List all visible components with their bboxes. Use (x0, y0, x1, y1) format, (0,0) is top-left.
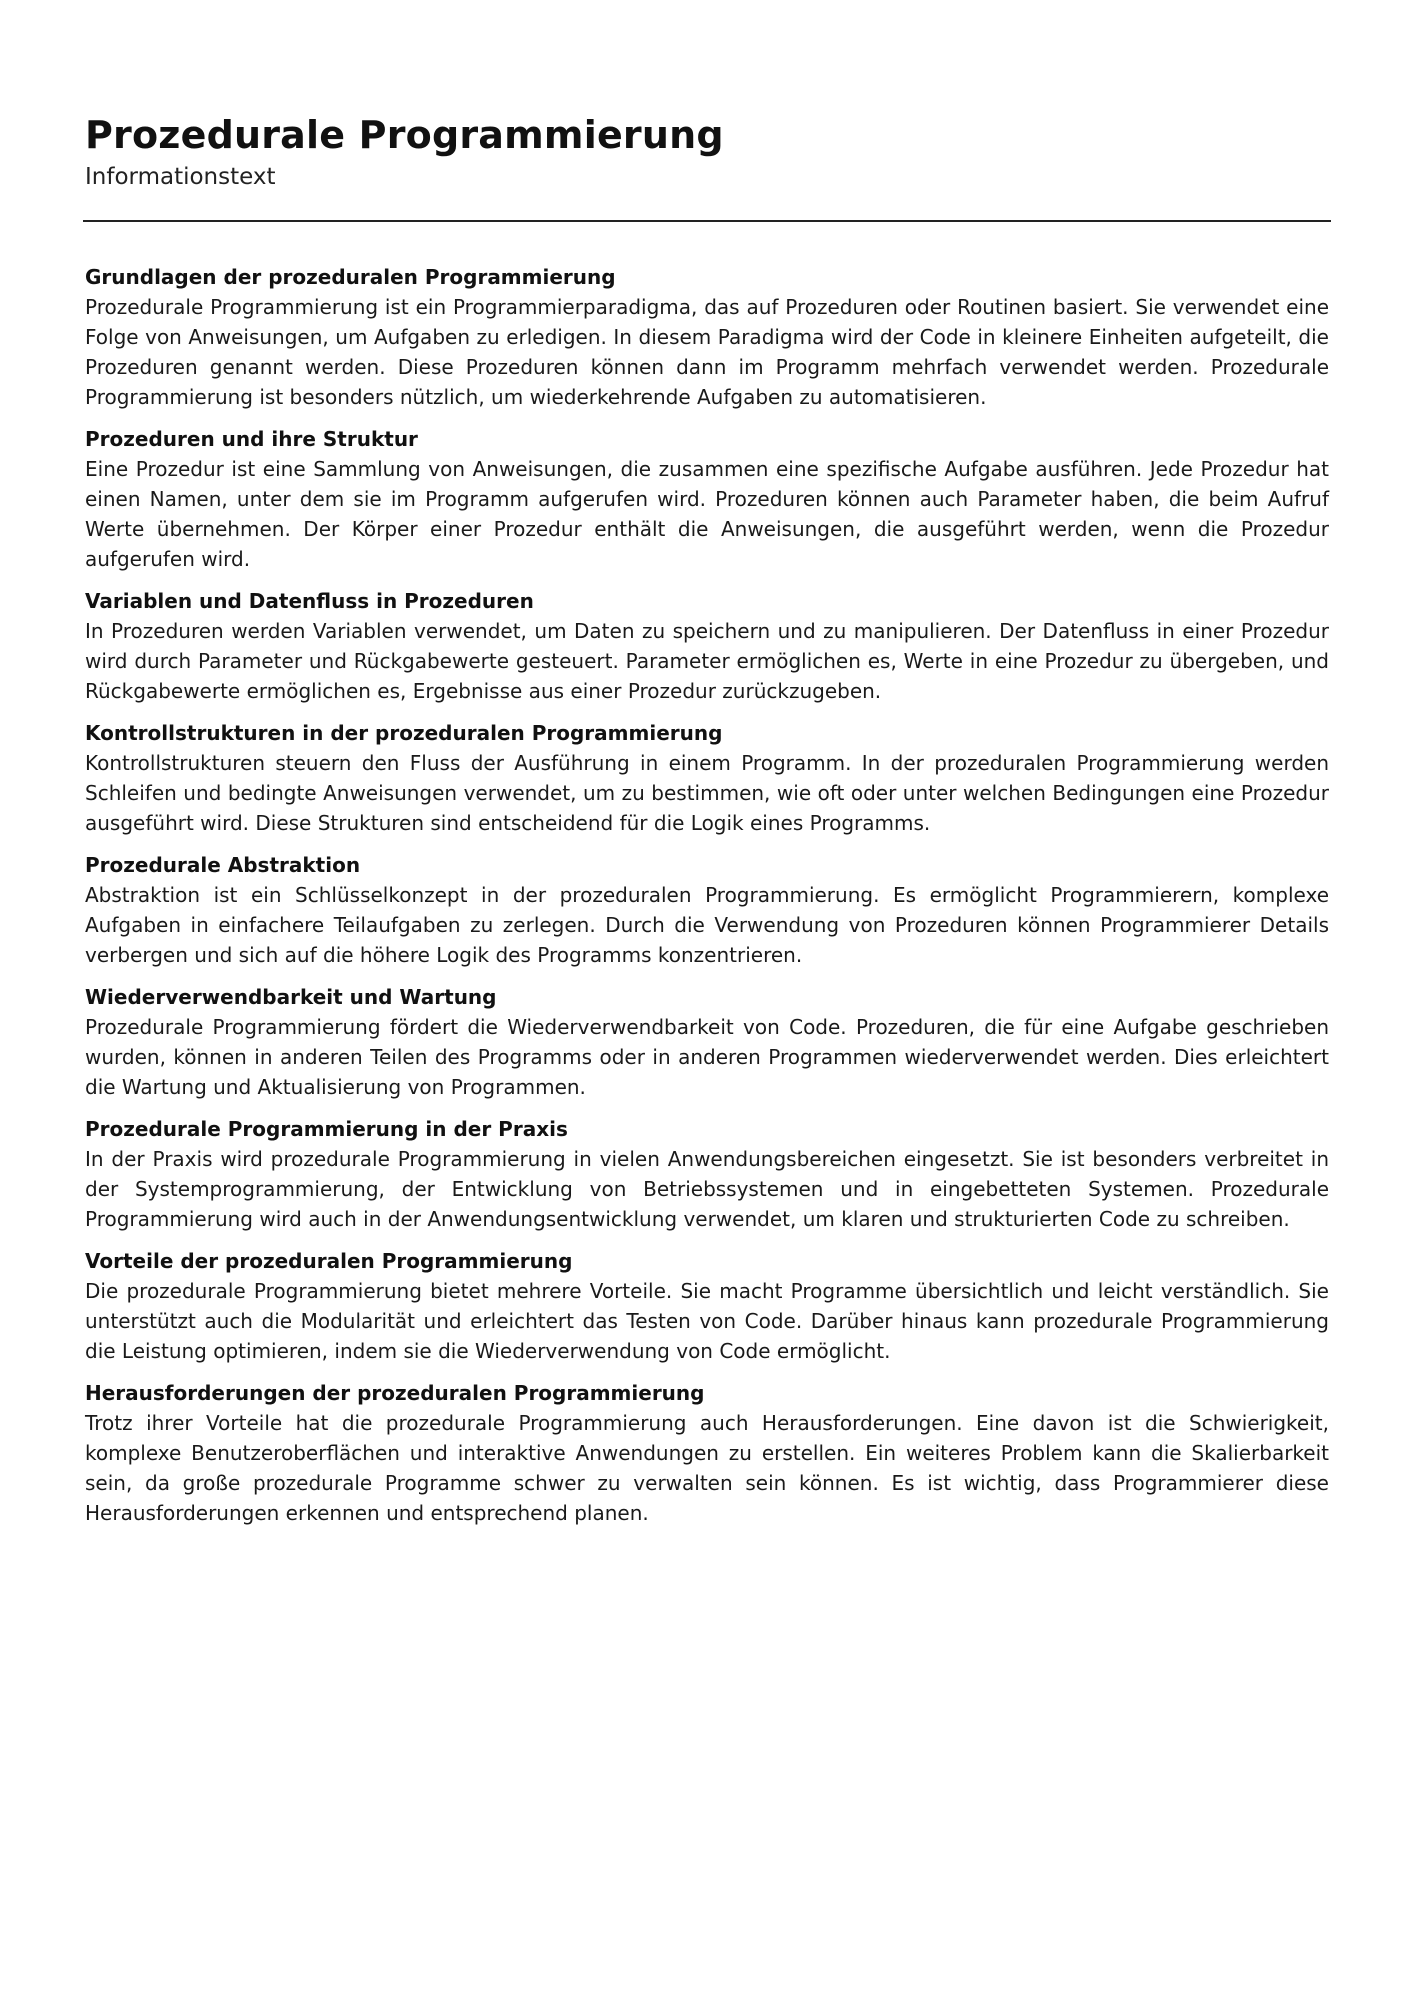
section-heading: Variablen und Datenfluss in Prozeduren (85, 589, 534, 613)
section-grundlagen (85, 262, 1329, 412)
document-subtitle: Informationstext (85, 164, 276, 190)
section-heading: Prozeduren und ihre Struktur (85, 427, 418, 451)
section-variablen-datenfluss (85, 586, 1329, 706)
section-paragraph: Kontrollstrukturen steuern den Fluss der Ausführung in einem Programm. In der prozeduralen Programmierung werden Schleifen und bedingte Anweisungen verwendet, um zu bestimmen, wie oft oder unter welchen Bedingungen eine Prozedur ausgeführt wird. Diese Strukturen sind entscheidend für die Logik eines Programms. (85, 751, 1329, 835)
section-heading: Vorteile der prozeduralen Programmierung (85, 1249, 573, 1273)
document-header (85, 112, 1331, 192)
section-paragraph: Trotz ihrer Vorteile hat die prozedurale Programmierung auch Herausforderungen. Eine davon ist die Schwierigkeit, komplexe Benutzeroberflächen und interaktive Anwendungen zu erstellen. Ein weiteres Problem kann die Skalierbarkeit sein, da große prozedurale Programme schwer zu verwalten sein können. Es ist wichtig, dass Programmierer diese Herausforderungen erkennen und entsprechend planen. (85, 1411, 1329, 1525)
section-paragraph: Eine Prozedur ist eine Sammlung von Anweisungen, die zusammen eine spezifische Aufgabe ausführen. Jede Prozedur hat einen Namen, unter dem sie im Programm aufgerufen wird. Prozeduren können auch Parameter haben, die beim Aufruf Werte übernehmen. Der Körper einer Prozedur enthält die Anweisungen, die ausgeführt werden, wenn die Prozedur aufgerufen wird. (85, 457, 1329, 571)
section-heading: Prozedurale Abstraktion (85, 853, 361, 877)
section-paragraph: Die prozedurale Programmierung bietet mehrere Vorteile. Sie macht Programme übersichtlich und leicht verständlich. Sie unterstützt auch die Modularität und erleichtert das Testen von Code. Darüber hinaus kann prozedurale Programmierung die Leistung optimieren, indem sie die Wiederverwendung von Code ermöglicht. (85, 1279, 1329, 1363)
document-content (85, 262, 1329, 1540)
section-abstraktion (85, 850, 1329, 970)
section-heading: Grundlagen der prozeduralen Programmierung (85, 265, 616, 289)
section-heading: Kontrollstrukturen in der prozeduralen Programmierung (85, 721, 723, 745)
section-paragraph: Prozedurale Programmierung fördert die Wiederverwendbarkeit von Code. Prozeduren, die für eine Aufgabe geschrieben wurden, können in anderen Teilen des Programms oder in anderen Programmen wiederverwendet werden. Dies erleichtert die Wartung und Aktualisierung von Programmen. (85, 1015, 1329, 1099)
section-wiederverwendbarkeit (85, 982, 1329, 1102)
section-vorteile (85, 1246, 1329, 1366)
section-heading: Prozedurale Programmierung in der Praxis (85, 1117, 568, 1141)
section-heading: Wiederverwendbarkeit und Wartung (85, 985, 497, 1009)
document-title: Prozedurale Programmierung (85, 113, 724, 157)
section-praxis (85, 1114, 1329, 1234)
section-paragraph: In Prozeduren werden Variablen verwendet, um Daten zu speichern und zu manipulieren. Der Datenfluss in einer Prozedur wird durch Parameter und Rückgabewerte gesteuert. Parameter ermöglichen es, Werte in eine Prozedur zu übergeben, und Rückgabewerte ermöglichen es, Ergebnisse aus einer Prozedur zurückzugeben. (85, 619, 1329, 703)
section-paragraph: Abstraktion ist ein Schlüsselkonzept in der prozeduralen Programmierung. Es ermöglicht Programmierern, komplexe Aufgaben in einfachere Teilaufgaben zu zerlegen. Durch die Verwendung von Prozeduren können Programmierer Details verbergen und sich auf die höhere Logik des Programms konzentrieren. (85, 883, 1329, 967)
section-paragraph: Prozedurale Programmierung ist ein Programmierparadigma, das auf Prozeduren oder Routinen basiert. Sie verwendet eine Folge von Anweisungen, um Aufgaben zu erledigen. In diesem Paradigma wird der Code in kleinere Einheiten aufgeteilt, die Prozeduren genannt werden. Diese Prozeduren können dann im Programm mehrfach verwendet werden. Prozedurale Programmierung ist besonders nützlich, um wiederkehrende Aufgaben zu automatisieren. (85, 295, 1329, 409)
header-divider (83, 220, 1331, 222)
section-prozeduren-struktur (85, 424, 1329, 574)
section-herausforderungen (85, 1378, 1329, 1528)
section-paragraph: In der Praxis wird prozedurale Programmierung in vielen Anwendungsbereichen eingesetzt. Sie ist besonders verbreitet in der Systemprogrammierung, der Entwicklung von Betriebssystemen und in eingebetteten Systemen. Prozedurale Programmierung wird auch in der Anwendungsentwicklung verwendet, um klaren und strukturierten Code zu schreiben. (85, 1147, 1329, 1231)
section-kontrollstrukturen (85, 718, 1329, 838)
section-heading: Herausforderungen der prozeduralen Programmierung (85, 1381, 705, 1405)
